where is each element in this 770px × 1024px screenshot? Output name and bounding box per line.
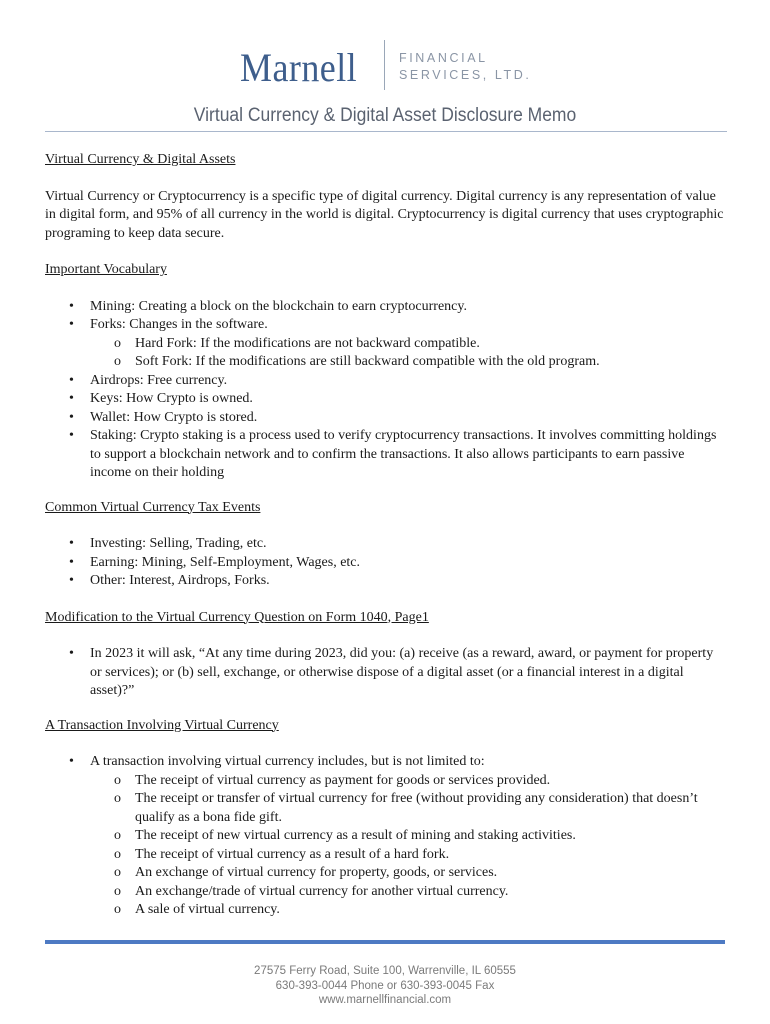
list-subitem: o The receipt of new virtual currency as a result of mining and staking activities. [45,827,725,846]
form-1040-list [45,645,725,701]
intro-paragraph: Virtual Currency or Cryptocurrency is a specific type of digital currency. Digital currency is any representation of value in digital form, and 95% of all currency in the world is digital. Cryptocurrency is digital currency that uses cryptographic programing to keep data secure. [45,188,724,241]
list-subitem: o An exchange of virtual currency for property, goods, or services. [45,864,725,883]
section-heading-form-1040: Modification to the Virtual Currency Question on Form 1040, Page1 [45,609,429,625]
list-subitem: o The receipt of virtual currency as payment for goods or services provided. [45,772,725,791]
list-item: • Forks: Changes in the software. [45,316,725,335]
list-subitem: o A sale of virtual currency. [45,901,725,920]
list-subitem: o Soft Fork: If the modifications are still backward compatible with the old program. [45,353,725,372]
title-divider [45,131,727,132]
list-item: • Other: Interest, Airdrops, Forks. [45,572,725,591]
footer-address: 27575 Ferry Road, Suite 100, Warrenville, IL 60555 [254,965,516,977]
logo-line-1: FINANCIAL [399,51,488,65]
list-item: • Staking: Crypto staking is a process used to verify cryptocurrency transactions. It involves committing holdings to support a blockchain network and to confirm the transactions. It also allows participants to earn passive income on their holding [45,427,725,483]
section-heading-digital-assets: Virtual Currency & Digital Assets [45,152,236,167]
list-item: • Airdrops: Free currency. [45,372,725,391]
section-heading-vocabulary: Important Vocabulary [45,262,167,277]
list-item: • A transaction involving virtual currency includes, but is not limited to: [45,753,725,772]
list-item: • Mining: Creating a block on the blockchain to earn cryptocurrency. [45,298,725,317]
footer-website[interactable]: www.marnellfinancial.com [318,994,452,1006]
list-item: • Investing: Selling, Trading, etc. [45,535,725,554]
logo-name: Marnell [240,45,358,90]
list-item: • Wallet: How Crypto is stored. [45,409,725,428]
footer [0,964,770,1008]
logo-line-2: SERVICES, LTD. [399,68,532,82]
memo-title: Virtual Currency & Digital Asset Disclosure Memo [193,105,577,126]
footer-divider [45,940,725,944]
tax-events-list [45,535,725,591]
list-item: • Earning: Mining, Self-Employment, Wages, etc. [45,554,725,573]
footer-phones: 630-393-0044 Phone or 630-393-0045 Fax [275,979,495,992]
list-item: • In 2023 it will ask, “At any time during 2023, did you: (a) receive (as a reward, award, or payment for property or services); or (b) sell, exchange, or otherwise dispose of a digital asset (or a financial interest in a digital asset)?” [45,645,725,701]
list-subitem: o Hard Fork: If the modifications are not backward compatible. [45,335,725,354]
company-logo [0,40,770,92]
logo-divider [384,40,385,90]
vocabulary-list [45,298,725,483]
memo-body [45,151,725,920]
transactions-list [45,753,725,920]
list-subitem: o The receipt or transfer of virtual currency for free (without providing any consideration) that doesn’t qualify as a bona fide gift. [45,790,725,827]
list-item: • Keys: How Crypto is owned. [45,390,725,409]
section-heading-transactions: A Transaction Involving Virtual Currency [45,717,279,733]
list-subitem: o The receipt of virtual currency as a result of a hard fork. [45,846,725,865]
section-heading-tax-events: Common Virtual Currency Tax Events [45,499,261,515]
list-subitem: o An exchange/trade of virtual currency for another virtual currency. [45,883,725,902]
